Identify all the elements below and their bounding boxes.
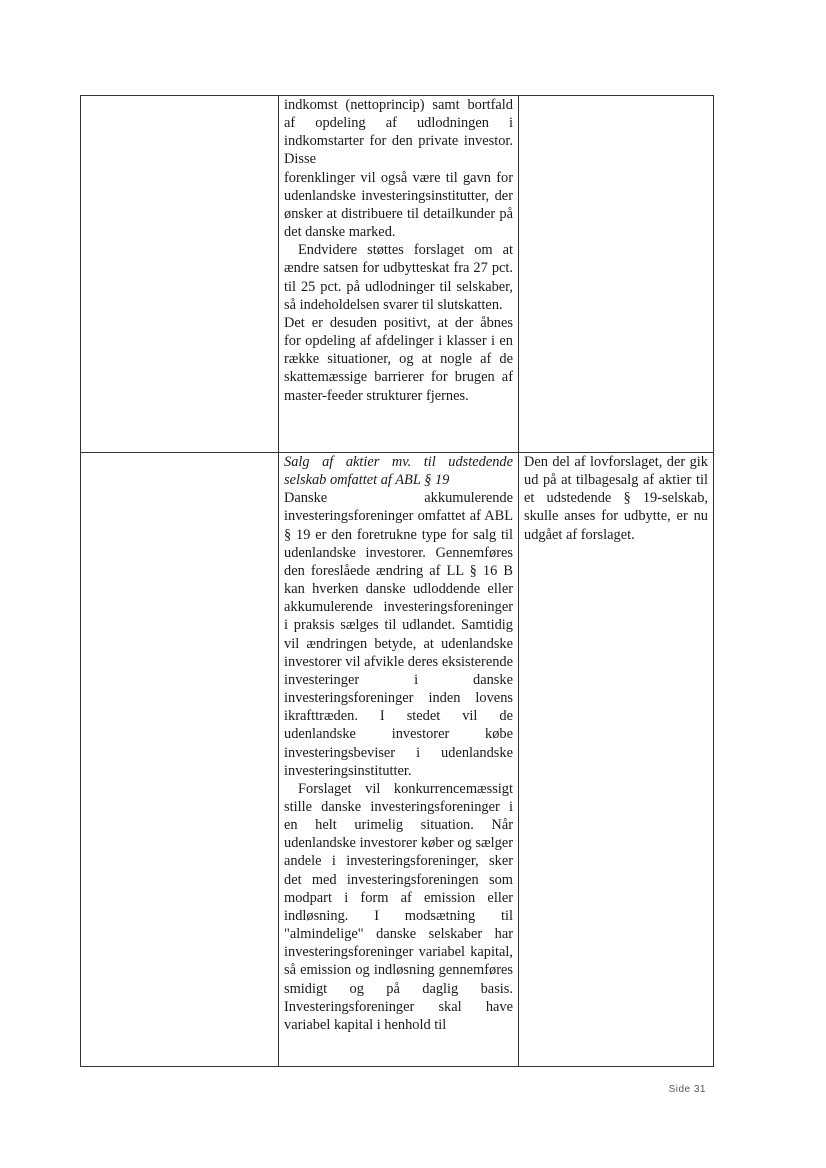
paragraph: indkomst (nettoprincip) samt bortfald af opdeling af udlodningen i indkomstarter for den private investor. Disse bbox=[284, 97, 513, 168]
row1-comment-text bbox=[284, 96, 513, 405]
table-row bbox=[81, 96, 714, 453]
row1-col3-cell bbox=[519, 96, 714, 453]
paragraph: Den del af lovforslaget, der gik ud på at tilbagesalg af aktier til et udstedende § 19-selskab, skulle anses for udbytte, er nu udgået af forslaget. bbox=[524, 454, 708, 543]
table-row bbox=[81, 453, 714, 1067]
page-number: Side 31 bbox=[668, 1084, 706, 1095]
paragraph: Endvidere støttes forslaget om at ændre satsen for udbytteskat fra 27 pct. til 25 pct. på udlodninger til selskaber, så indeholdelsen svarer til slutskatten. bbox=[284, 242, 513, 313]
row1-col2-cell bbox=[279, 96, 519, 453]
row2-response-text bbox=[524, 453, 708, 544]
row2-col3-cell bbox=[519, 453, 714, 1067]
paragraph: forenklinger vil også være til gavn for udenlandske investeringsinstitutter, der ønsker at distribuere til detailkunder på det danske marked. bbox=[284, 169, 513, 241]
paragraph: Det er desuden positivt, at der åbnes for opdeling af afdelinger i klasser i en række situationer, og at nogle af de skattemæssige barrierer for brugen af master-feeder strukturer fjernes. bbox=[284, 314, 513, 404]
paragraph: Forslaget vil konkurrencemæssigt stille danske investeringsforeninger i en helt urimelig situation. Når udenlandske investorer køber og sælger andele i investeringsforeninger, sker det med investeringsforeningen som modpart i form af emission eller indløsning. I modsætning til "almindelige" danske selskaber har investeringsforeninger variabel kapital, så emission og indløsning gennemføres smidigt og på daglig basis. Investeringsforeninger skal have variabel kapital i henhold til bbox=[284, 780, 513, 1033]
section-heading: Salg af aktier mv. til udstedende selskab omfattet af ABL § 19 bbox=[284, 454, 513, 489]
row2-col2-cell bbox=[279, 453, 519, 1067]
row1-col1-cell bbox=[81, 96, 279, 453]
comments-table bbox=[80, 95, 714, 1067]
row2-comment-text bbox=[284, 453, 513, 1034]
paragraph: Danske akkumulerende investeringsforeninger omfattet af ABL § 19 er den foretrukne type for salg til udenlandske investorer. Gennemføres den foreslåede ændring af LL § 16 B kan hverken danske udloddende eller akkumulerende investeringsforeninger i praksis sælges til udlandet. Samtidig vil ændringen betyde, at udenlandske investorer vil afvikle deres eksisterende investeringer i danske investeringsforeninger inden lovens ikrafttræden. I stedet vil de udenlandske investorer købe investeringsbeviser i udenlandske investeringsinstitutter. bbox=[284, 490, 513, 779]
row2-col1-cell bbox=[81, 453, 279, 1067]
